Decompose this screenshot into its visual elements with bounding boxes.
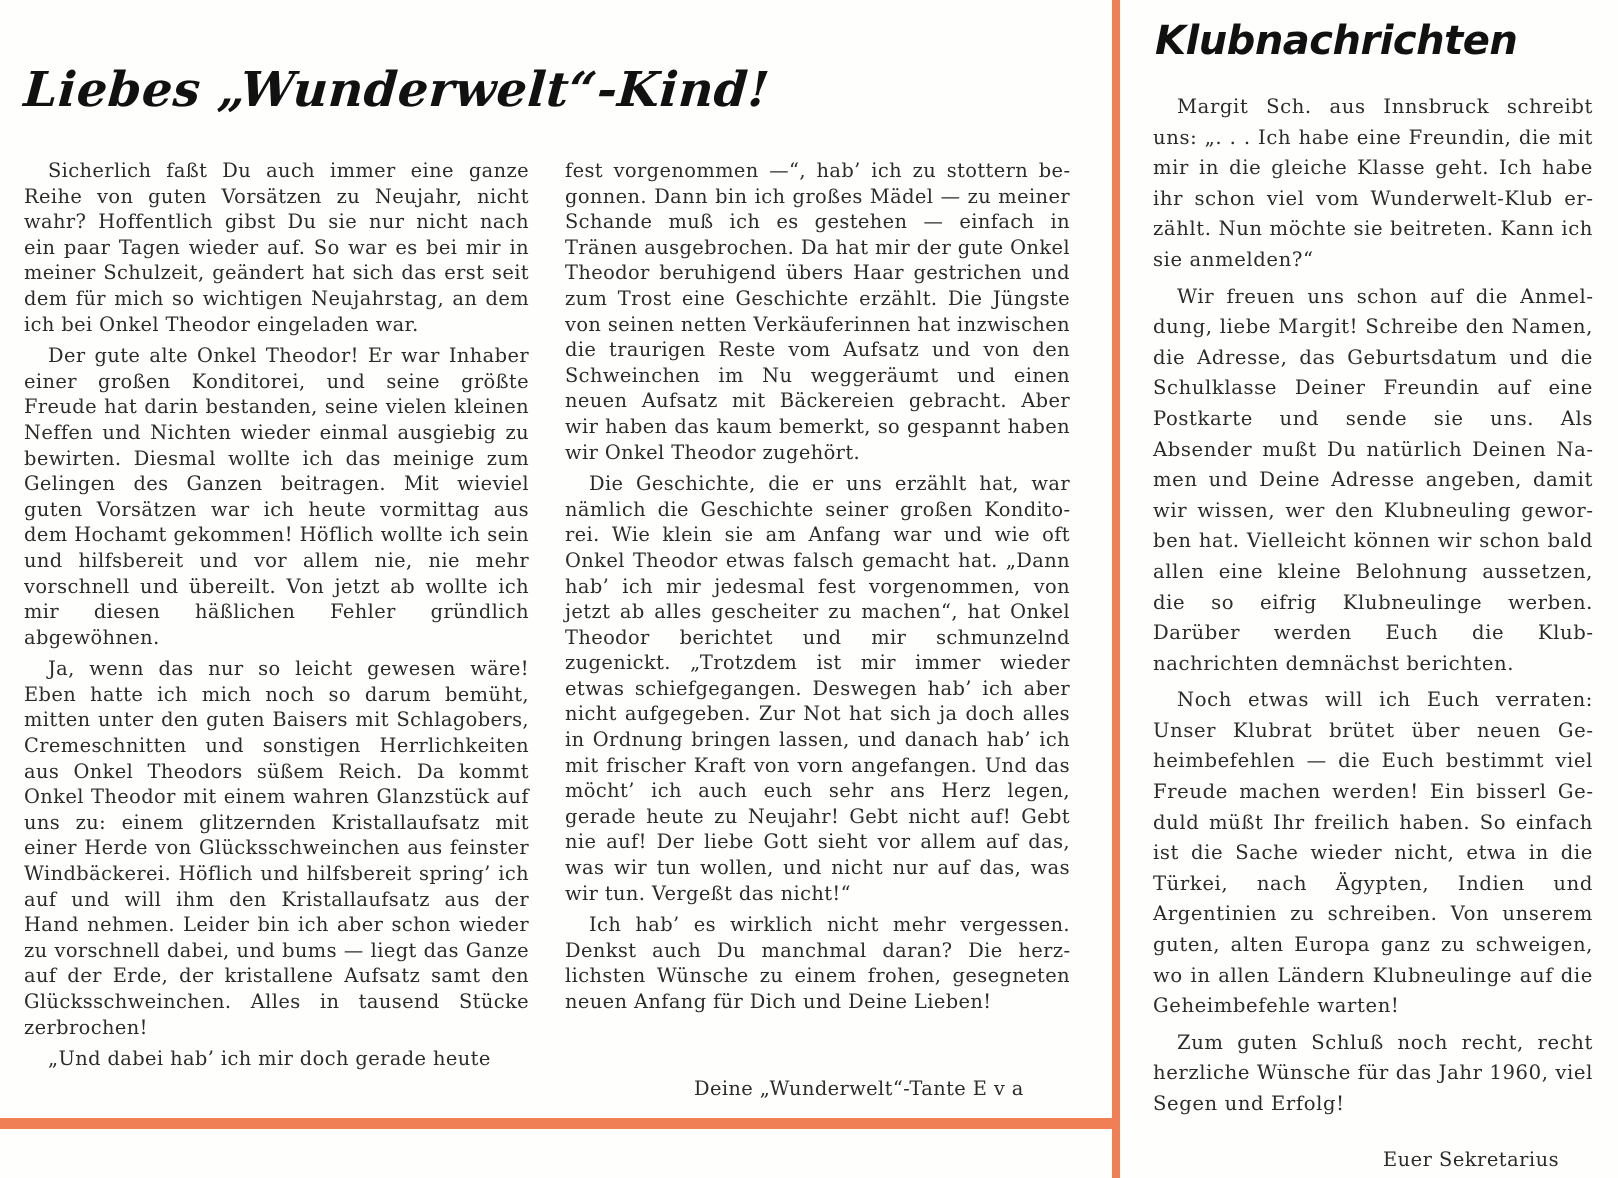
club-news-title: Klubnachrichten — [1155, 18, 1518, 64]
letter-signature: Deine „Wunderwelt“-Tante E v a — [694, 1077, 1024, 1100]
letter-paragraph: Die Geschichte, die er uns erzählt hat, war nämlich die Geschichte seiner großen Konditorei. Wie klein sie am Anfang war und wie oft Onkel Theodor etwas falsch gemacht hat. „Dann hab’ ich mir jedesmal fest vorgenommen, von jetzt ab alles gescheiter zu machen“, hat Onkel Theodor berichtet und mir schmunzelnd zugenickt. „Trotzdem ist mir immer wieder etwas schiefgegangen. Deswegen hab’ ich aber nicht aufgegeben. Zur Not hat sich ja doch alles in Ordnung bringen lassen, und danach hab’ ich mit frischer Kraft von vorn angefangen. Und das möcht’ ich auch euch sehr ans Herz legen, gerade heute zu Neujahr! Gebt nicht auf! Gebt nie auf! Der liebe Gott sieht vor allem auf das, was wir tun wollen, und nicht nur auf das, was wir tun. Vergeßt das nicht!“ — [565, 472, 1070, 905]
club-news-column — [1153, 92, 1593, 1126]
vertical-divider-rule — [1112, 0, 1120, 1178]
club-news-signature: Euer Sekretarius — [1383, 1148, 1560, 1171]
letter-column-2 — [565, 158, 1070, 1021]
club-news-paragraph: Wir freuen uns schon auf die Anmeldung, liebe Margit! Schreibe den Namen, die Adresse, das Geburtsdatum und die Schulklasse Deiner Freundin auf eine Postkarte und sende sie uns. Als Absender mußt Du natürlich Deinen Namen und Deine Adresse angeben, damit wir wissen, wer den Klubneuling geworben hat. Vielleicht können wir schon bald allen eine kleine Belohnung aussetzen, die so eifrig Klubneulinge werben. Darüber werden Euch die Klubnachrichten demnächst berichten. — [1153, 284, 1593, 675]
letter-paragraph: Ja, wenn das nur so leicht gewesen wäre! Eben hatte ich mich noch so darum bemüht, mitten unter den guten Baisers mit Schlagobers, Cremeschnitten und sonstigen Herrlichkeiten aus Onkel Theodors süßem Reich. Da kommt Onkel Theodor mit einem wahren Glanzstück auf uns zu: einem glitzernden Kristallaufsatz mit einer Herde von Glücksschweinchen aus feinster Windbäckerei. Höflich und hilfsbereit spring’ ich auf und will ihm den Kristallaufsatz aus der Hand nehmen. Leider bin ich aber schon wieder zu vorschnell dabei, und bums — liegt das Ganze auf der Erde, der kristallene Aufsatz samt den Glücksschweinchen. Alles in tausend Stücke zerbrochen! — [24, 657, 529, 1039]
letter-paragraph: „Und dabei hab’ ich mir doch gerade heute — [48, 1047, 491, 1071]
letter-title: Liebes „Wunderwelt“-Kind! — [22, 62, 772, 118]
letter-column-1 — [24, 158, 529, 1078]
letter-paragraph: fest vorgenommen —“, hab’ ich zu stottern begonnen. Dann bin ich großes Mädel — zu meiner Schande muß ich es gestehen — einfach in Tränen ausgebrochen. Da hat mir der gute Onkel Theodor beruhigend übers Haar gestrichen und zum Trost eine Geschichte erzählt. Die Jüngste von seinen netten Verkäuferinnen hat inzwischen die traurigen Reste vom Aufsatz und von den Schweinchen im Nu weggeräumt und einen neuen Aufsatz mit Bäckereien gebracht. Aber wir haben das kaum bemerkt, so gespannt haben wir Onkel Theodor zugehört. — [565, 159, 1070, 464]
club-news-paragraph: Margit Sch. aus Innsbruck schreibt uns: „. . . Ich habe eine Freundin, die mit mir in die gleiche Klasse geht. Ich habe ihr schon viel vom Wunderwelt-Klub erzählt. Nun möchte sie beitreten. Kann ich sie anmelden?“ — [1153, 95, 1593, 271]
letter-paragraph: Sicherlich faßt Du auch immer eine ganze Reihe von guten Vorsätzen zu Neujahr, nicht wahr? Hoffentlich gibst Du sie nur nicht nach ein paar Tagen wieder auf. So war es bei mir in meiner Schulzeit, geändert hat sich das erst seit dem für mich so wichtigen Neujahrstag, an dem ich bei Onkel Theodor eingeladen war. — [24, 159, 529, 336]
club-news-paragraph: Noch etwas will ich Euch verraten: Unser Klubrat brütet über neuen Geheimbefehlen — die Euch bestimmt viel Freude machen werden! Ein bisserl Geduld müßt Ihr freilich haben. So einfach ist die Sache wieder nicht, etwa in die Türkei, nach Ägypten, Indien und Argentinien zu schreiben. Von unserem guten, alten Europa ganz zu schweigen, wo in allen Ländern Klubneulinge auf die Geheimbefehle warten! — [1153, 688, 1593, 1018]
letter-paragraph: Ich hab’ es wirklich nicht mehr vergessen. Denkst auch Du manchmal daran? Die herzlichsten Wünsche zu einem frohen, gesegneten neuen Anfang für Dich und Deine Lieben! — [565, 913, 1070, 1013]
letter-paragraph: Der gute alte Onkel Theodor! Er war Inhaber einer großen Konditorei, und seine größte Freude hat darin bestanden, seine vielen kleinen Neffen und Nichten wieder einmal ausgiebig zu bewirten. Diesmal wollte ich das meinige zum Gelingen des Ganzen beitragen. Mit wieviel guten Vorsätzen war ich heute vormittag aus dem Hochamt gekommen! Höflich wollte ich sein und hilfsbereit und vor allem nie, nie mehr vorschnell und übereilt. Von jetzt ab wollte ich mir diesen häßlichen Fehler gründlich abgewöhnen. — [24, 344, 529, 649]
club-news-paragraph: Zum guten Schluß noch recht, recht herzliche Wünsche für das Jahr 1960, viel Segen und Erfolg! — [1153, 1030, 1593, 1115]
horizontal-divider-rule — [0, 1118, 1120, 1129]
